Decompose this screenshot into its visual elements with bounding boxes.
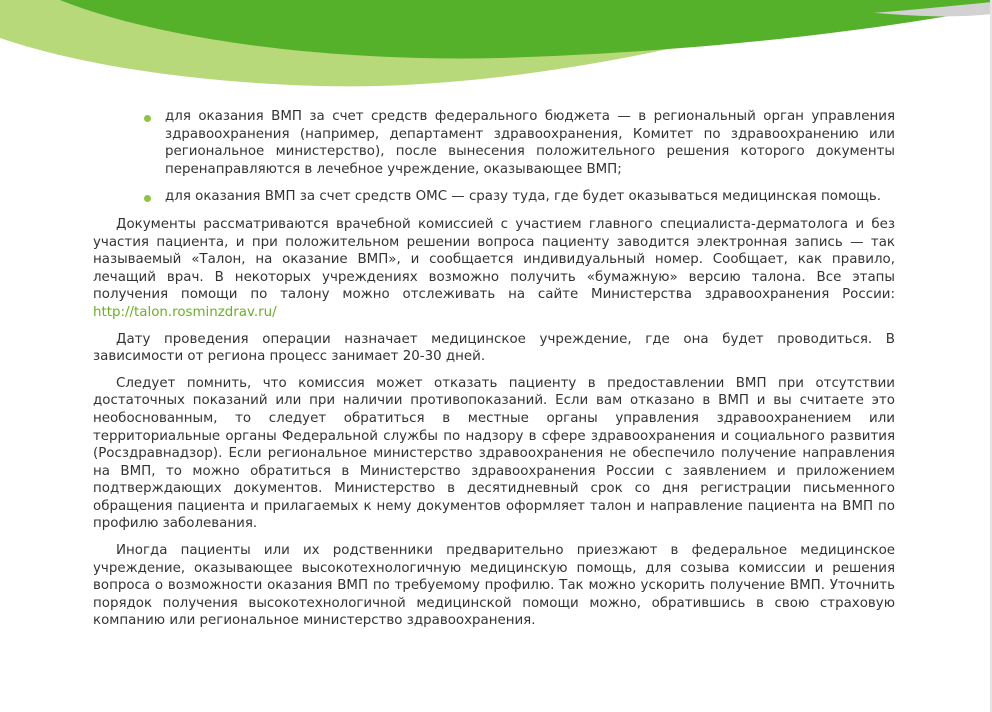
header-wave-decoration bbox=[0, 0, 992, 110]
paragraph-documents-review bbox=[93, 216, 895, 322]
bullet-dot-icon bbox=[144, 115, 151, 122]
bullet-list bbox=[93, 108, 895, 206]
paragraph-text: Документы рассматриваются врачебной комиссией с участием главного специалиста-дерматолога и без участия пациента, и при положительном решении вопроса пациенту заводится электронная запись — так называемый «Талон, на оказание ВМП», и сообщается индивидуальный номер. Сообщает, как правило, лечащий врач. В некоторых учреждениях возможно получить «бумажную» версию талона. Все этапы получения помощи по талону можно отслеживать на сайте Министерства здравоохранения России: bbox=[93, 216, 895, 303]
bullet-text: для оказания ВМП за счет средств ОМС — сразу туда, где будет оказываться медицинская помощь. bbox=[165, 189, 882, 205]
document-body bbox=[93, 108, 895, 639]
list-item bbox=[93, 108, 895, 178]
paragraph-federal-visit: Иногда пациенты или их родственники предварительно приезжают в федеральное медицинское учреждение, оказывающее высокотехнологичную медицинскую помощь, для созыва комиссии и решения вопроса о возможности оказания ВМП по требуемому профилю. Так можно ускорить получение ВМП. Уточнить порядок получения высокотехнологичной медицинской помощи можно, обратившись в свою страховую компанию или региональное министерство здравоохранения. bbox=[93, 543, 895, 629]
list-item bbox=[93, 188, 895, 206]
bullet-text: для оказания ВМП за счет средств федерального бюджета — в региональный орган управления здравоохранения (например, департамент здравоохранения, Комитет по здравоохранению или региональное министерство), после вынесения положительного решения которого документы перенаправляются в лечебное учреждение, оказывающее ВМП; bbox=[165, 109, 895, 177]
paragraph-operation-date: Дату проведения операции назначает медицинское учреждение, где она будет проводиться. В зависимости от региона процесс занимает 20-30 дней. bbox=[93, 331, 895, 365]
bullet-dot-icon bbox=[144, 195, 151, 202]
paragraph-refusal: Следует помнить, что комиссия может отказать пациенту в предоставлении ВМП при отсутствии достаточных показаний или при наличии противопоказаний. Если вам отказано в ВМП и вы считаете это необоснованным, то следует обратиться в местные органы управления здравоохранением или территориальные органы Федеральной службы по надзору в сфере здравоохранения и социального развития (Росздравнадзор). Если региональное министерство здравоохранения не обеспечило получение направления на ВМП, то можно обратиться в Министерство здравоохранения России с заявлением и приложением подтверждающих документов. Министерство в десятидневный срок со дня регистрации письменного обращения пациента и прилагаемых к нему документов оформляет талон и направление пациента на ВМП по профилю заболевания. bbox=[93, 375, 895, 532]
talon-link[interactable]: http://talon.rosminzdrav.ru/ bbox=[93, 304, 277, 320]
